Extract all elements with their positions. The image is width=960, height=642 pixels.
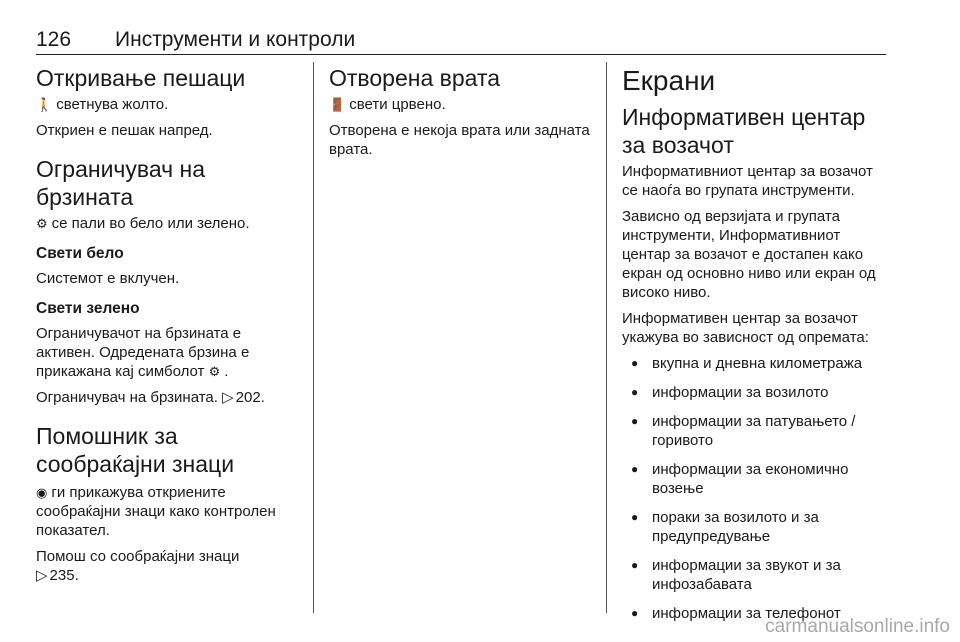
list-item: ● информации за економично возење [622, 460, 886, 498]
reference-text: Помош со сообраќајни знаци [36, 548, 240, 565]
open-door-status [329, 95, 591, 114]
list-item: ● информации за патувањето / горивото [622, 412, 886, 450]
pedestrian-icon: 🚶 [36, 97, 53, 112]
column-divider [313, 62, 314, 613]
chapter-title: Инструменти и контроли [115, 28, 356, 51]
green-text-body: Ограничувачот на брзината е активен. Одредената брзина е прикажана кај симболот [36, 325, 250, 380]
section-title-speed-limiter: Ограничувач на брзината [36, 156, 206, 210]
list-item: ● пораки за возилото и за предупредување [622, 508, 886, 546]
open-door-text: Отворена е некоја врата или задната врата. [329, 122, 590, 158]
dic-paragraph-2: Зависно од верзијата и групата инструменти, Информативниот центар за возачот е достапен како екран од основно ниво или екран од високо ниво. [622, 208, 876, 301]
page-number: 126 [36, 28, 72, 51]
dic-paragraph-3: Информативен центар за возачот укажува во зависност од опремата: [622, 310, 869, 346]
arrow-icon: ▷ [222, 389, 234, 406]
column-right [622, 64, 886, 633]
section-title-pedestrian: Откривање пешаци [36, 65, 246, 91]
traffic-sign-reference[interactable] [36, 547, 304, 585]
open-door-line: свети црвено. [349, 96, 446, 113]
section-title-open-door: Отворена врата [329, 65, 501, 91]
list-item: ● информации за телефонот [622, 604, 886, 623]
traffic-sign-line: ги прикажува откриените сообраќајни знаци како контролен показател. [36, 484, 276, 539]
open-door-icon: 🚪 [329, 97, 346, 112]
reference-page: 235. [49, 567, 79, 584]
subsection-driver-info-centre: Информативен центар за возачот [622, 104, 866, 158]
page-header [36, 24, 886, 55]
arrow-icon: ▷ [36, 567, 48, 584]
reference-text: Ограничувач на брзината. [36, 389, 218, 406]
dic-paragraph-1: Информативниот центар за возачот се наоѓа во групата инструменти. [622, 163, 873, 199]
pedestrian-line: светнува жолто. [56, 96, 169, 113]
subsection-green: Свети зелено [36, 300, 140, 317]
dic-list [622, 354, 886, 623]
column-middle [329, 64, 591, 166]
section-title-traffic-signs: Помошник за сообраќајни знаци [36, 423, 235, 477]
speed-limiter-reference[interactable] [36, 388, 304, 407]
column-divider [606, 62, 607, 613]
speed-limiter-status [36, 214, 304, 233]
section-title-displays: Екрани [622, 65, 716, 96]
watermark: carmanualsonline.info [765, 616, 950, 637]
traffic-sign-text [36, 483, 304, 540]
white-text: Системот е вклучен. [36, 270, 180, 287]
subsection-white: Свети бело [36, 245, 124, 262]
speed-limiter-icon: ⚙ [36, 216, 48, 231]
pedestrian-text: Откриен е пешак напред. [36, 122, 213, 139]
speed-limiter-icon: ⚙ [208, 364, 221, 379]
traffic-sign-icon: ◉ [36, 485, 48, 500]
list-item: ● информации за звукот и за инфозабавата [622, 556, 886, 594]
green-text [36, 324, 304, 381]
list-item: ● вкупна и дневна километража [622, 354, 886, 373]
speed-limiter-line: се пали во бело или зелено. [51, 215, 250, 232]
green-text-end: . [224, 363, 229, 380]
reference-page: 202. [235, 389, 265, 406]
pedestrian-status [36, 95, 304, 114]
column-left [36, 64, 304, 592]
list-item: ● информации за возилото [622, 383, 886, 402]
